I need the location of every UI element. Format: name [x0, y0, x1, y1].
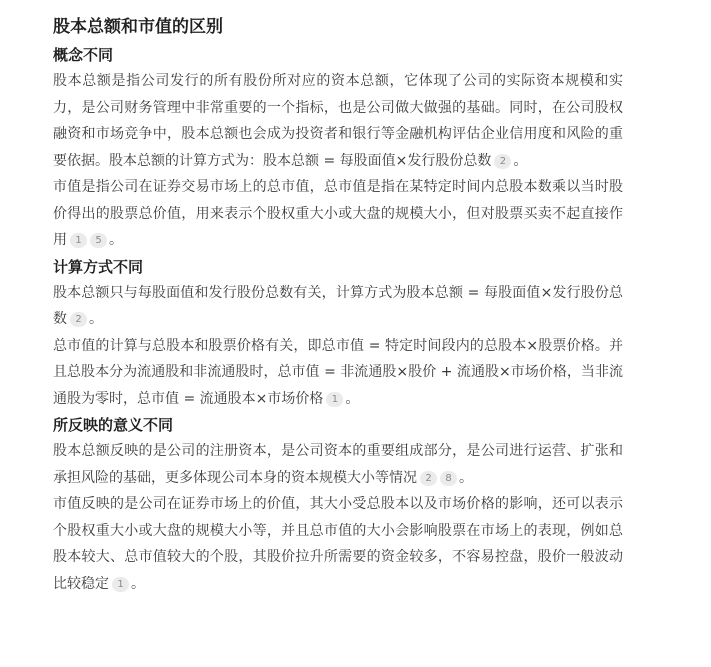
- paragraph-end-mark: 。: [109, 232, 123, 248]
- citation-badge[interactable]: 2: [420, 471, 437, 486]
- paragraph-text: 总市值的计算与总股本和股票价格有关，即总市值 = 特定时间段内的总股本×股票价格。并且总股本分为流通股和非流通股时，总市值 = 非流通股×股价 + 流通股×市场价格，当非流通股为零时，总市值 = 流通股本×市场价格: [53, 337, 623, 407]
- paragraph-text: 股本总额反映的是公司的注册资本，是公司资本的重要组成部分，是公司进行运营、扩张和承担风险的基础，更多体现公司本身的资本规模大小等情况: [53, 443, 623, 486]
- paragraph-text: 市值反映的是公司在证券市场上的价值，其大小受总股本以及市场价格的影响，还可以表示个股权重大小或大盘的规模大小等，并且总市值的大小会影响股票在市场上的表现，例如总股本较大、总市值较大的个股，其股价拉升所需要的资金较多，不容易控盘，股价一般波动比较稳定: [53, 496, 623, 592]
- citation-badge[interactable]: 8: [440, 471, 457, 486]
- citation-badge[interactable]: 1: [112, 577, 129, 592]
- paragraph-end-mark: 。: [513, 152, 528, 169]
- paragraph: [53, 68, 623, 174]
- paragraph: [53, 333, 623, 413]
- article-title: 股本总额和市值的区别: [53, 17, 223, 37]
- citation-badge[interactable]: 2: [494, 154, 511, 169]
- paragraph-end-mark: 。: [345, 390, 360, 407]
- paragraph-text: 股本总额是指公司发行的所有股份所对应的资本总额，它体现了公司的实际资本规模和实力，是公司财务管理中非常重要的一个指标，也是公司做大做强的基础。同时，在公司股权融资和市场竞争中，股本总额也会成为投资者和银行等金融机构评估企业信用度和风险的重要依据。股本总额的计算方式为：股本总额 = 每股面值×发行股份总数: [53, 73, 623, 169]
- paragraph: [53, 280, 623, 333]
- paragraph-end-mark: 。: [459, 469, 473, 486]
- citation-badge[interactable]: 5: [90, 233, 107, 248]
- paragraph-text: 市值是指公司在证券交易市场上的总市值，总市值是指在某特定时间内总股本数乘以当时股价得出的股票总价值，用来表示个股权重大小或大盘的规模大小，但对股票买卖不起直接作用: [53, 179, 623, 248]
- citation-badge[interactable]: 1: [326, 392, 343, 407]
- paragraph-text: 股本总额只与每股面值和发行股份总数有关，计算方式为股本总额 = 每股面值×发行股份总数: [53, 284, 623, 327]
- paragraph-end-mark: 。: [89, 311, 103, 327]
- paragraph: [53, 174, 623, 254]
- paragraph-end-mark: 。: [131, 575, 145, 592]
- section-heading-calculation: 计算方式不同: [53, 257, 144, 276]
- paragraph: [53, 491, 623, 597]
- paragraph: [53, 438, 623, 491]
- section-heading-concept: 概念不同: [53, 46, 114, 64]
- section-heading-meaning: 所反映的意义不同: [53, 416, 174, 434]
- citation-badge[interactable]: 1: [70, 233, 87, 248]
- citation-badge[interactable]: 2: [70, 312, 87, 327]
